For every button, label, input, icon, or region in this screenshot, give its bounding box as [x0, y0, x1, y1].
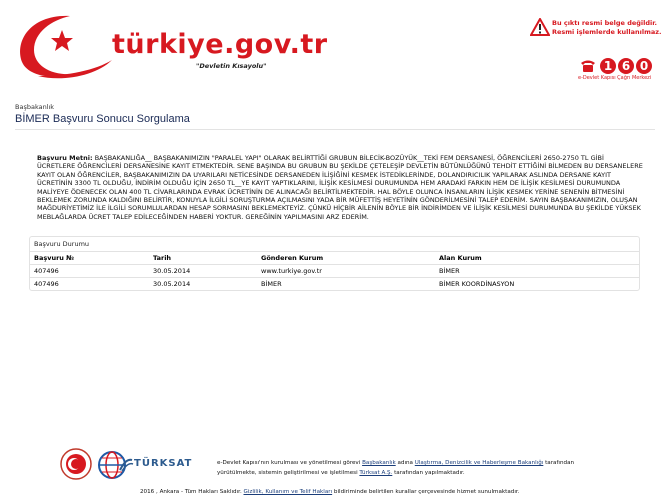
- footer-text-segment: yürütülmekte, sistemin geliştirilmesi ve işletilmesi: [217, 470, 358, 476]
- footer-line-1: [217, 458, 637, 468]
- footer-line-2: [217, 468, 637, 478]
- column-header: Alan Kurum: [435, 252, 639, 265]
- copyright-text: bildiriminde belirtilen kurallar çerçevesinde hizmet sunulmaktadır.: [333, 489, 520, 495]
- column-header: Başvuru №: [30, 252, 149, 265]
- turksat-wordmark: TÜRKSAT: [134, 458, 193, 469]
- footer-text-segment: e-Devlet Kapısı'nın kurulması ve yönetilmesi görevi: [217, 460, 361, 466]
- column-header: Tarih: [149, 252, 257, 265]
- phone-digit: 0: [636, 58, 652, 74]
- status-table-header: [30, 252, 639, 265]
- page-title: BİMER Başvuru Sonucu Sorgulama: [15, 113, 190, 125]
- status-panel: [29, 236, 640, 291]
- presidency-seal-icon: [60, 448, 92, 480]
- call-center-caption: e-Devlet Kapısı Çağrı Merkezi: [578, 75, 652, 81]
- disclaimer-line-1: Bu çıktı resmi belge değildir.: [552, 19, 658, 27]
- application-text-body: BAŞBAKANLIĞA__ BAŞBAKANIMIZIN "PARALEL YAPI" OLARAK BELİRTTİĞİ GRUBUN BİLECİK-BOZÜYÜK__TEKİ FEM DERSANESİ, ÖĞRENCİLERİ 2650-2750 TL GİBİ ÜCRETLERE ÖĞRENCİLERİ DERSANESİNE KAYIT ETMEKTEDİR. SENE BAŞINDA BU GRUBUN BU ŞEKİLDE ÇETELEŞİP DEVLETİN BÜTÜNLÜĞÜNÜ TEHDİT ETTİĞİNİ BİLMEDEN BU DERSANELERE KAYIT OLAN ÖĞRENCİLER, BAŞBAKANIMIZIN DA UYARILARI NETİCESİNDE DERSANEDEN İLİŞİĞİNİ KESMEK İSTEDİKLERİNDE, DOLANDIRICILIK YAPILARAK ASLINDA DERSANE KAYIT ÜCRETİNİN 3300 TL OLDUĞU, İNDİRİM OLDUĞU İÇİN 2650 TL__YE KAYIT YAPTIKLARINI, İLİŞİK KESİLMESİ DURUMUNDA HEM ARADAKİ FARKIN HEM DE İLİŞİK KESİLMESİ DURUMUNDA MALİYEYE ÖDENECEK OLAN 400 TL CİVARLARINDA EVRAK ÜCRETİNİN DE ALINACAĞI BELİRTİLMEKTEDİR. HAL BÖYLE OLUNCA İNSANLARIN İLİŞİK KESMEK YERİNE SENENİN BİTMESİNİ BEKLEMEK ZORUNDA KALDIĞINI BELİRTİR, KONUYLA İLGİLİ SORUŞTURMA AÇILMASINI YADA BİR MÜFETTİŞ HEYETİNİN GÖNDERİLMESİNİ TALEP EDERİM. SAYIN BAŞBAKANIMIZIN, OLUŞAN MAĞDURİYETİMİZ İLE İLGİLİ SORUMLULARDAN HESAP SORMASINI BEKLEMEKTEYİZ. ÇÜNKÜ HİÇBİR AİLENİN BÖYLE BİR İNDİRİMDEN VE İLİŞİK KESİLMESİ DURUMUNDA BU ŞEKİLDE YÜKSEK MEBLAĞLARDA ÜCRET TALEP EDİLECEĞİNDEN HABERİ YOKTUR. GEREĞİNİN YAPILMASINI ARZ EDERİM.: [37, 154, 643, 221]
- footer-text-segment: tarafından yapılmaktadır.: [394, 470, 465, 476]
- title-divider: [15, 129, 655, 130]
- column-header: Gönderen Kurum: [257, 252, 435, 265]
- disclaimer-line-2: Resmi işlemlerde kullanılmaz.: [552, 28, 662, 36]
- table-cell: BİMER: [435, 265, 639, 278]
- table-row: [30, 278, 639, 291]
- table-cell: BİMER KOORDİNASYON: [439, 280, 515, 288]
- warning-icon: [530, 18, 550, 36]
- application-text-label: Başvuru Metni:: [37, 154, 93, 162]
- ministry-link[interactable]: Ulaştırma, Denizcilik ve Haberleşme Bakanlığı: [414, 460, 544, 466]
- copyright-text: 2016 , Ankara - Tüm Hakları Saklıdır.: [140, 489, 242, 495]
- turksat-logo-icon: [118, 456, 134, 472]
- privacy-terms-link[interactable]: Gizlilik, Kullanım ve Telif Hakları: [243, 489, 333, 495]
- logo-wordmark: türkiye.gov.tr: [112, 29, 328, 60]
- breadcrumb[interactable]: Başbakanlık: [15, 103, 55, 111]
- table-cell: 407496: [34, 280, 59, 288]
- table-cell: 407496: [30, 265, 149, 278]
- footer-text-segment: adına: [397, 460, 413, 466]
- copyright-notice: [140, 489, 519, 495]
- phone-digit: 1: [600, 58, 616, 74]
- turksat-link[interactable]: Türksat A.Ş.: [359, 470, 393, 476]
- table-row: [30, 265, 639, 278]
- telephone-icon: [580, 59, 596, 73]
- call-center[interactable]: [580, 58, 656, 74]
- disclaimer-text: [552, 19, 667, 37]
- basbakanlik-link[interactable]: Başbakanlık: [362, 460, 396, 466]
- footer-text: [217, 458, 637, 478]
- table-cell: 30.05.2014: [153, 280, 191, 288]
- table-cell: BİMER: [261, 280, 282, 288]
- phone-digit: 6: [618, 58, 634, 74]
- footer-text-segment: tarafından: [545, 460, 575, 466]
- logo-slogan: "Devletin Kısayolu": [196, 62, 267, 70]
- status-table: [30, 252, 639, 290]
- table-cell: www.turkiye.gov.tr: [257, 265, 435, 278]
- status-panel-heading: Başvuru Durumu: [30, 237, 639, 252]
- table-cell: 30.05.2014: [149, 265, 257, 278]
- application-text: [37, 154, 643, 221]
